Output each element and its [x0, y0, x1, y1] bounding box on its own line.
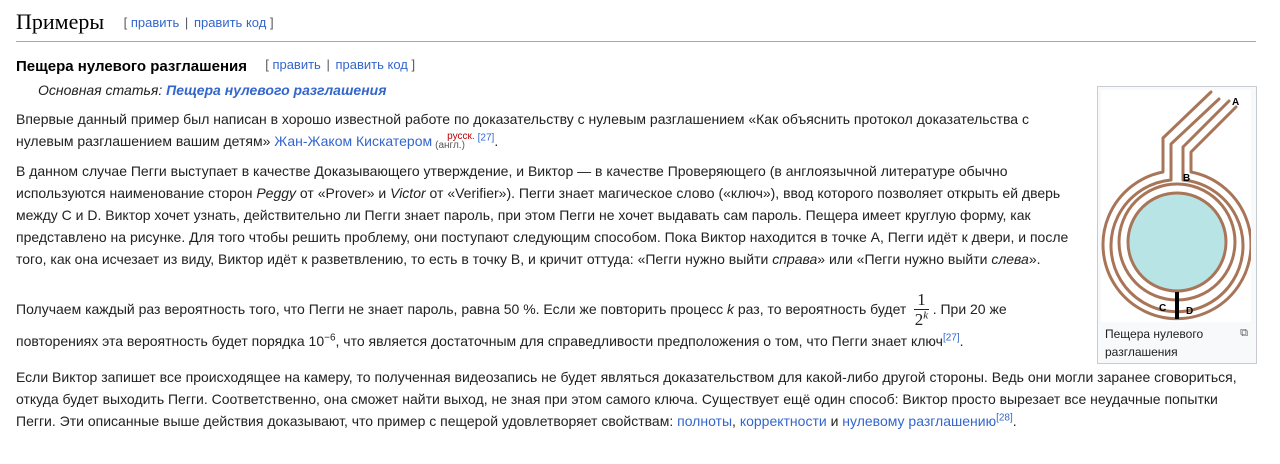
figure-caption: Пещера нулевого разглашения	[1105, 327, 1204, 359]
section-edit-links: [ править | править код ]	[123, 15, 274, 30]
cave-diagram	[1101, 90, 1251, 322]
language-note	[435, 132, 475, 150]
completeness-link[interactable]: полноты	[677, 413, 733, 429]
author-link[interactable]: Жан-Жаком Кискатером	[274, 133, 433, 149]
zero-knowledge-link[interactable]: нулевому разглашению	[842, 413, 997, 429]
section-title: Примеры	[16, 9, 105, 34]
point-a-label: A	[1232, 97, 1240, 108]
magnify-clip-icon[interactable]: ⧉	[1240, 327, 1248, 339]
section-edit-link[interactable]: править	[130, 15, 180, 30]
point-d-label: D	[1186, 306, 1194, 317]
subsection-edit-code-link[interactable]: править код	[335, 57, 408, 72]
probability-fraction: $\frac{1}{2^k}$	[914, 289, 929, 329]
reference-27[interactable]: [27]	[477, 132, 495, 144]
paragraph-intro: Впервые данный пример был написан в хорошо известной работе по доказательству с нулевым разглашением «Как объяснить протокол доказательства с нулевым разглашением вашим детям» Жан-Жаком Кискатером русск. (англ.) [27].	[16, 111, 1029, 151]
point-b-label: B	[1183, 173, 1191, 184]
cave-diagram-image[interactable]	[1101, 90, 1251, 322]
cave-figure	[1097, 86, 1257, 364]
point-c-label: C	[1159, 303, 1167, 314]
soundness-link[interactable]: корректности	[739, 413, 827, 429]
russian-article-link[interactable]: русск.	[447, 131, 475, 142]
english-article-link[interactable]: (англ.)	[435, 140, 465, 151]
reference-27-second[interactable]: [27]	[942, 332, 960, 344]
subsection-edit-links: [ править | править код ]	[265, 57, 416, 72]
paragraph-properties: Если Виктор запишет все происходящее на камеру, то полученная видеозапись не будет являться доказательством для какой-либо другой стороны. Ведь они могли заранее сговориться, откуда будет выходить Пегги. Соответственно, она сможет найти выход, не зная при этом самого ключа. Существует ещё один способ: Виктор просто вырезает все неудачные попытки Пегги. Эти описанные выше действия доказывают, что пример с пещерой удовлетворяет свойствам: полноты, корректности и нулевому разглашению[28].	[16, 369, 1237, 429]
reference-28[interactable]: [28]	[996, 412, 1013, 424]
main-article-hatnote: Основная статья: Пещера нулевого разглашения	[38, 82, 387, 98]
subsection-heading	[16, 54, 415, 78]
cave-center	[1128, 193, 1226, 291]
paragraph-cave-description: В данном случае Пегги выступает в качестве Доказывающего утверждение, и Виктор — в качестве Проверяющего (в англоязычной литературе обычно используются наименование сторон Peggy от «Prover» и Victor от «Verifier»). Пегги знает магическое слово («ключ»), ввод которого позволяет открыть ей дверь между C и D. Виктор хочет узнать, действительно ли Пегги знает пароль, при этом Пегги не хочет выдавать сам пароль. Пещера имеет круглую форму, как представлено на рисунке. Для того чтобы решить проблему, они поступают следующим способом. Пока Виктор находится в точке A, Пегги идёт к двери, и после того, как она исчезает из виду, Виктор идёт к разветвлению, то есть в точку B, и кричит оттуда: «Пегги нужно выйти справа» или «Пегги нужно выйти слева». Получаем каждый раз вероятность того, что Пегги не знает пароль, равна 50 %. Если же повторить процесс k раз, то вероятность будет $\frac{1}{2^k}$ . При 20 же повторениях эта вероятность будет порядка $10^{-6}$, что является достаточным для справедливости предположения о том, что Пегги знает ключ[27].	[16, 163, 1069, 349]
section-edit-code-link[interactable]: править код	[193, 15, 267, 30]
subsection-title: Пещера нулевого разглашения	[16, 58, 248, 75]
subsection-edit-link[interactable]: править	[272, 57, 321, 72]
section-heading	[16, 8, 1256, 42]
main-article-link[interactable]: Пещера нулевого разглашения	[166, 82, 387, 98]
